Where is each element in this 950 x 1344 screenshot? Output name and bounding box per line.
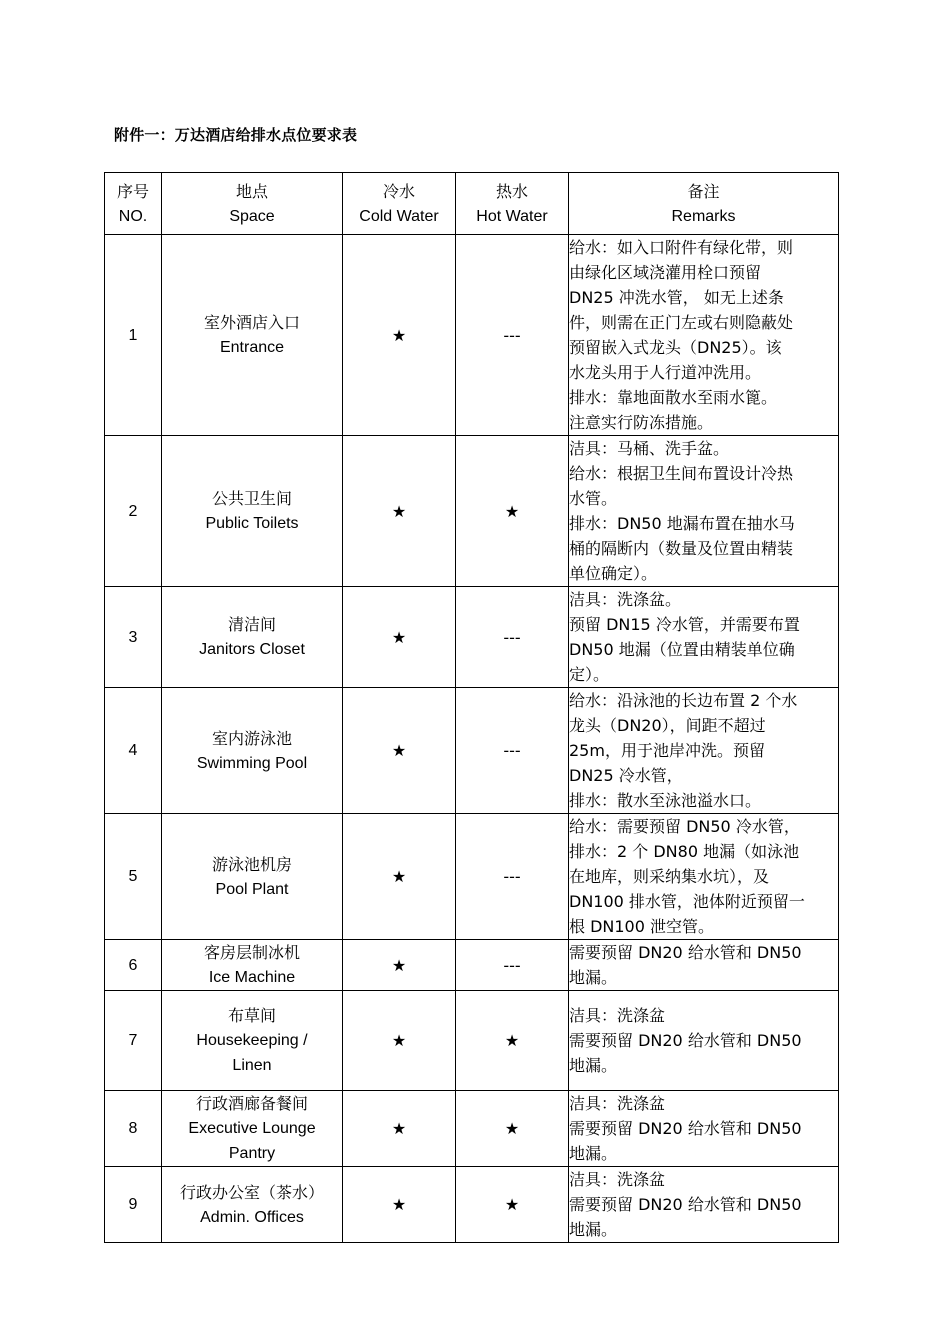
remarks-line: 给水：如入口附件有绿化带，则 xyxy=(569,238,794,257)
space-name-en: Admin. Offices xyxy=(200,1208,304,1226)
remarks-line: 洁具：洗涤盆 xyxy=(569,1170,666,1189)
header-remarks: 备注 Remarks xyxy=(569,173,839,235)
space-name-cn: 行政酒廊备餐间 xyxy=(195,1094,308,1113)
remarks-line: DN100 排水管，池体附近预留一 xyxy=(569,892,805,911)
space-name-en: Janitors Closet xyxy=(199,641,305,658)
remarks-cell xyxy=(569,1091,839,1167)
row-number: 5 xyxy=(105,814,162,940)
remarks-line: 预留 DN15 冷水管，并需要布置 xyxy=(569,615,800,634)
cold-water-mark: ★ xyxy=(343,991,456,1091)
space-name-cn: 室内游泳池 xyxy=(211,728,292,748)
row-number: 3 xyxy=(105,587,162,688)
remarks-line: 排水：靠地面散水至雨水篦。 xyxy=(569,388,778,407)
remarks-line: 根 DN100 泄空管。 xyxy=(569,917,715,936)
space-name-cn: 客房层制冰机 xyxy=(203,943,300,962)
space-name-en: Housekeeping / xyxy=(196,1032,308,1049)
space-cell xyxy=(162,587,343,688)
remarks-cell xyxy=(569,235,839,436)
hot-water-mark: ★ xyxy=(456,1091,569,1167)
space-cell xyxy=(162,235,343,436)
remarks-line: 水龙头用于人行道冲洗用。 xyxy=(569,363,762,382)
table-row xyxy=(105,991,839,1091)
space-name-en: Pool Plant xyxy=(215,880,289,898)
space-cell xyxy=(162,1167,343,1243)
row-number: 4 xyxy=(105,688,162,814)
remarks-line: 预留嵌入式龙头（DN25）。该 xyxy=(569,338,782,357)
remarks-cell xyxy=(569,814,839,940)
row-number: 9 xyxy=(105,1167,162,1243)
remarks-line: 排水：散水至泳池溢水口。 xyxy=(569,791,762,810)
remarks-line: 需要预留 DN20 给水管和 DN50 xyxy=(569,1031,802,1050)
table-row xyxy=(105,688,839,814)
remarks-line: 需要预留 DN20 给水管和 DN50 xyxy=(569,1195,802,1214)
space-name-cn: 行政办公室（茶水） xyxy=(179,1182,324,1202)
remarks-cell xyxy=(569,991,839,1091)
cold-water-mark: ★ xyxy=(343,235,456,436)
hot-water-mark: --- xyxy=(456,587,569,688)
hot-water-mark: --- xyxy=(456,688,569,814)
space-name-en: Swimming Pool xyxy=(196,754,308,772)
table-row xyxy=(105,940,839,991)
remarks-line: 给水：根据卫生间布置设计冷热 xyxy=(569,464,794,483)
hot-water-mark: ★ xyxy=(456,991,569,1091)
remarks-line: DN25 冷水管， xyxy=(569,766,683,785)
space-name-en: Linen xyxy=(232,1057,272,1074)
requirements-table xyxy=(104,172,839,1243)
row-number: 2 xyxy=(105,436,162,587)
cold-water-mark: ★ xyxy=(343,436,456,587)
row-number: 7 xyxy=(105,991,162,1091)
hot-water-mark: ★ xyxy=(456,1167,569,1243)
space-name-cn: 室外酒店入口 xyxy=(203,313,300,332)
hot-water-mark: ★ xyxy=(456,436,569,587)
hot-water-mark: --- xyxy=(456,814,569,940)
table-row xyxy=(105,1167,839,1243)
space-name-cn: 清洁间 xyxy=(227,615,276,634)
cold-water-mark: ★ xyxy=(343,587,456,688)
remarks-line: 水管。 xyxy=(569,489,618,508)
remarks-line: 地漏。 xyxy=(569,968,618,987)
remarks-line: 地漏。 xyxy=(569,1220,618,1239)
remarks-line: 洁具：洗涤盆 xyxy=(569,1094,666,1113)
space-name-en: Public Toilets xyxy=(205,515,299,532)
space-name-cn: 公共卫生间 xyxy=(211,489,292,508)
space-name-en: Pantry xyxy=(228,1145,276,1162)
remarks-cell xyxy=(569,940,839,991)
remarks-cell xyxy=(569,587,839,688)
table-row xyxy=(105,436,839,587)
remarks-line: 单位确定）。 xyxy=(569,564,658,583)
space-name-cn: 布草间 xyxy=(227,1006,276,1025)
remarks-line: DN25 冲洗水管， 如无上述条 xyxy=(569,288,784,307)
header-no: 序号 NO. xyxy=(105,173,162,235)
document-title: 附件一：万达酒店给排水点位要求表 xyxy=(114,126,358,144)
space-name-en: Entrance xyxy=(219,339,285,356)
cold-water-mark: ★ xyxy=(343,940,456,991)
remarks-cell xyxy=(569,688,839,814)
space-name-en: Executive Lounge xyxy=(188,1120,316,1137)
header-space: 地点 Space xyxy=(162,173,343,235)
hot-water-mark: --- xyxy=(456,940,569,991)
remarks-cell xyxy=(569,436,839,587)
remarks-line: 注意实行防冻措施。 xyxy=(569,413,714,432)
remarks-line: 定）。 xyxy=(569,665,610,684)
remarks-line: 洁具：洗涤盆 xyxy=(569,1006,666,1025)
row-number: 1 xyxy=(105,235,162,436)
table-header-row xyxy=(105,173,839,235)
table-row xyxy=(105,814,839,940)
remarks-line: 排水：2 个 DN80 地漏（如泳池 xyxy=(569,842,800,861)
header-cold-water: 冷水 Cold Water xyxy=(343,173,456,235)
remarks-cell xyxy=(569,1167,839,1243)
row-number: 6 xyxy=(105,940,162,991)
cold-water-mark: ★ xyxy=(343,814,456,940)
space-name-en: Ice Machine xyxy=(208,969,296,986)
space-cell xyxy=(162,1091,343,1167)
remarks-line: 给水：沿泳池的长边布置 2 个水 xyxy=(569,691,798,710)
remarks-line: 地漏。 xyxy=(569,1144,618,1163)
remarks-line: 洁具：洗涤盆。 xyxy=(569,590,682,609)
remarks-line: 由绿化区域浇灌用栓口预留 xyxy=(569,263,762,282)
row-number: 8 xyxy=(105,1091,162,1167)
cold-water-mark: ★ xyxy=(343,1167,456,1243)
remarks-line: 排水：DN50 地漏布置在抽水马 xyxy=(569,514,795,533)
hot-water-mark: --- xyxy=(456,235,569,436)
space-cell xyxy=(162,991,343,1091)
remarks-line: 件，则需在正门左或右则隐蔽处 xyxy=(569,313,794,332)
header-hot-water: 热水 Hot Water xyxy=(456,173,569,235)
remarks-line: 洁具：马桶、洗手盆。 xyxy=(569,439,730,458)
cold-water-mark: ★ xyxy=(343,1091,456,1167)
space-cell xyxy=(162,688,343,814)
remarks-line: 龙头（DN20），间距不超过 xyxy=(569,716,766,735)
remarks-line: 需要预留 DN20 给水管和 DN50 xyxy=(569,1119,802,1138)
remarks-line: 在地库，则采纳集水坑），及 xyxy=(569,867,770,886)
remarks-line: 桶的隔断内（数量及位置由精装 xyxy=(569,539,794,558)
remarks-line: 给水：需要预留 DN50 冷水管， xyxy=(569,817,800,836)
space-cell xyxy=(162,814,343,940)
table-row xyxy=(105,235,839,436)
remarks-line: 需要预留 DN20 给水管和 DN50 xyxy=(569,943,802,962)
remarks-line: 25m，用于池岸冲洗。预留 xyxy=(569,741,765,760)
space-name-cn: 游泳池机房 xyxy=(211,854,292,874)
table-row xyxy=(105,587,839,688)
table-row xyxy=(105,1091,839,1167)
space-cell xyxy=(162,940,343,991)
space-cell xyxy=(162,436,343,587)
remarks-line: 地漏。 xyxy=(569,1056,618,1075)
remarks-line: DN50 地漏（位置由精装单位确 xyxy=(569,640,795,659)
cold-water-mark: ★ xyxy=(343,688,456,814)
